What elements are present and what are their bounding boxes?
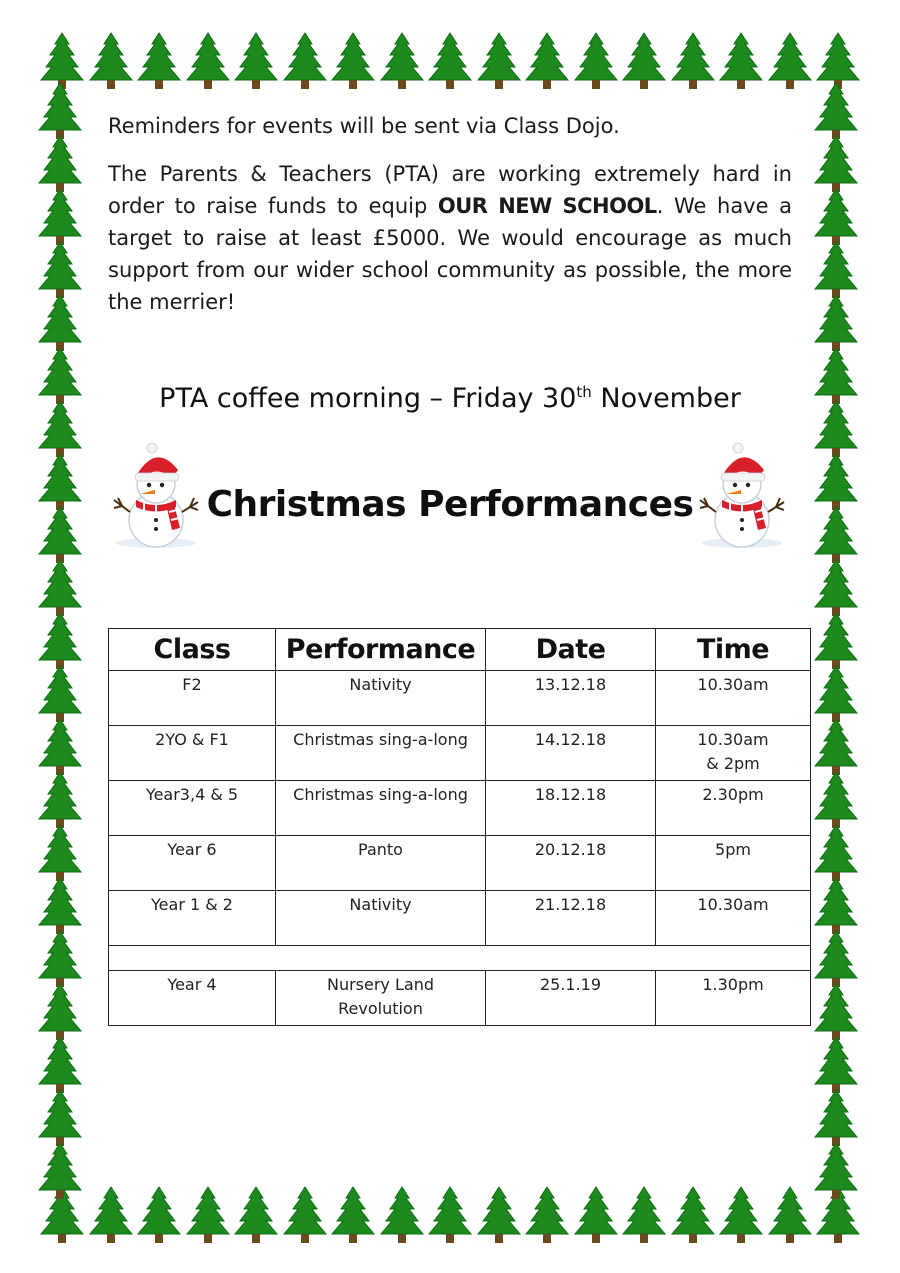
cell-class: Year 1 & 2	[109, 891, 276, 946]
cell-class: Year 4	[109, 971, 276, 1026]
christmas-tree-icon	[812, 824, 860, 882]
christmas-tree-icon	[36, 824, 84, 882]
christmas-tree-icon	[620, 32, 668, 90]
christmas-tree-icon	[232, 1186, 280, 1244]
cell-class: Year 6	[109, 836, 276, 891]
table-row	[109, 671, 811, 726]
cell-time: 10.30am	[656, 891, 811, 946]
christmas-tree-icon	[669, 32, 717, 90]
christmas-tree-icon	[766, 1186, 814, 1244]
pta-fundraising-paragraph	[108, 158, 792, 318]
cell-time: 5pm	[656, 836, 811, 891]
pta-text-start: The Parents & Teachers (PTA) are working extremely hard in order to raise funds to equip	[108, 162, 792, 218]
christmas-tree-icon	[36, 930, 84, 988]
christmas-tree-icon	[812, 718, 860, 776]
christmas-tree-icon	[812, 983, 860, 1041]
header-class: Class	[109, 629, 276, 671]
tree-border-right	[812, 0, 872, 1273]
christmas-tree-icon	[812, 1142, 860, 1200]
table-header-row	[109, 629, 811, 671]
date-ordinal-suffix: th	[576, 383, 592, 401]
christmas-tree-icon	[812, 771, 860, 829]
christmas-tree-icon	[812, 612, 860, 670]
christmas-tree-icon	[812, 665, 860, 723]
cell-time: 2.30pm	[656, 781, 811, 836]
christmas-tree-icon	[281, 32, 329, 90]
christmas-tree-icon	[36, 718, 84, 776]
cell-performance: Christmas sing-a-long	[276, 781, 486, 836]
christmas-tree-icon	[184, 32, 232, 90]
table-row	[109, 836, 811, 891]
tree-border-bottom	[0, 1186, 900, 1246]
cell-time: 10.30am	[656, 671, 811, 726]
christmas-tree-icon	[812, 1089, 860, 1147]
christmas-tree-icon	[329, 32, 377, 90]
christmas-tree-icon	[523, 1186, 571, 1244]
christmas-tree-icon	[812, 877, 860, 935]
cell-class: F2	[109, 671, 276, 726]
christmas-tree-icon	[36, 771, 84, 829]
coffee-morning-line	[0, 383, 900, 414]
christmas-tree-icon	[36, 612, 84, 670]
cell-date: 14.12.18	[486, 726, 656, 781]
tree-border-left	[36, 0, 96, 1273]
pta-text-end: . We have a target to raise at least £5000. We would encourage as much support from our wider school community as possible, the more the merrier!	[108, 194, 792, 314]
christmas-tree-icon	[669, 1186, 717, 1244]
table-row	[109, 971, 811, 1026]
performance-line-2: Revolution	[338, 999, 423, 1018]
christmas-tree-icon	[475, 32, 523, 90]
christmas-tree-icon	[36, 1089, 84, 1147]
christmas-tree-icon	[572, 1186, 620, 1244]
christmas-tree-icon	[329, 1186, 377, 1244]
table-spacer-row	[109, 946, 811, 971]
christmas-performances-heading: Christmas Performances	[206, 484, 694, 525]
christmas-tree-icon	[36, 135, 84, 193]
christmas-tree-icon	[36, 983, 84, 1041]
christmas-tree-icon	[36, 241, 84, 299]
cell-date: 25.1.19	[486, 971, 656, 1026]
reminder-text: Reminders for events will be sent via Class Dojo.	[108, 114, 620, 138]
cell-class: Year3,4 & 5	[109, 781, 276, 836]
header-time: Time	[656, 629, 811, 671]
christmas-tree-icon	[426, 1186, 474, 1244]
christmas-tree-icon	[812, 82, 860, 140]
christmas-tree-icon	[378, 32, 426, 90]
christmas-tree-icon	[717, 1186, 765, 1244]
christmas-tree-icon	[36, 188, 84, 246]
christmas-tree-icon	[281, 1186, 329, 1244]
christmas-tree-icon	[620, 1186, 668, 1244]
christmas-tree-icon	[36, 877, 84, 935]
christmas-tree-icon	[812, 930, 860, 988]
tree-border-top	[0, 32, 900, 92]
cell-time: 1.30pm	[656, 971, 811, 1026]
snowman-icon	[696, 440, 788, 548]
cell-performance: Nativity	[276, 891, 486, 946]
time-line-2: & 2pm	[706, 754, 760, 773]
christmas-tree-icon	[717, 32, 765, 90]
performances-table	[108, 628, 811, 1026]
christmas-tree-icon	[36, 559, 84, 617]
cell-date: 18.12.18	[486, 781, 656, 836]
cell-date: 21.12.18	[486, 891, 656, 946]
header-performance: Performance	[276, 629, 486, 671]
christmas-tree-icon	[812, 188, 860, 246]
coffee-morning-month: November	[591, 383, 741, 414]
christmas-tree-icon	[232, 32, 280, 90]
christmas-tree-icon	[378, 1186, 426, 1244]
christmas-tree-icon	[135, 32, 183, 90]
christmas-tree-icon	[184, 1186, 232, 1244]
christmas-tree-icon	[812, 241, 860, 299]
christmas-tree-icon	[36, 665, 84, 723]
spacer-cell	[109, 946, 811, 971]
table-row	[109, 891, 811, 946]
cell-time	[656, 726, 811, 781]
christmas-tree-icon	[36, 82, 84, 140]
christmas-tree-icon	[426, 32, 474, 90]
cell-date: 20.12.18	[486, 836, 656, 891]
cell-date: 13.12.18	[486, 671, 656, 726]
cell-performance: Christmas sing-a-long	[276, 726, 486, 781]
coffee-morning-text: PTA coffee morning – Friday 30	[159, 383, 577, 414]
christmas-tree-icon	[812, 135, 860, 193]
christmas-tree-icon	[475, 1186, 523, 1244]
table-row	[109, 726, 811, 781]
performance-line-1: Nursery Land	[326, 975, 434, 994]
christmas-tree-icon	[572, 32, 620, 90]
christmas-tree-icon	[812, 294, 860, 352]
class-dojo-reminder	[108, 110, 792, 142]
cell-class: 2YO & F1	[109, 726, 276, 781]
christmas-tree-icon	[36, 1036, 84, 1094]
header-date: Date	[486, 629, 656, 671]
table-row	[109, 781, 811, 836]
time-line-1: 10.30am	[697, 730, 769, 749]
christmas-tree-icon	[766, 32, 814, 90]
cell-performance: Panto	[276, 836, 486, 891]
cell-performance	[276, 971, 486, 1026]
christmas-tree-icon	[523, 32, 571, 90]
new-school-emphasis: OUR NEW SCHOOL	[437, 194, 657, 218]
cell-performance: Nativity	[276, 671, 486, 726]
christmas-tree-icon	[36, 294, 84, 352]
christmas-tree-icon	[36, 1142, 84, 1200]
christmas-tree-icon	[812, 1036, 860, 1094]
christmas-tree-icon	[135, 1186, 183, 1244]
christmas-tree-icon	[812, 559, 860, 617]
